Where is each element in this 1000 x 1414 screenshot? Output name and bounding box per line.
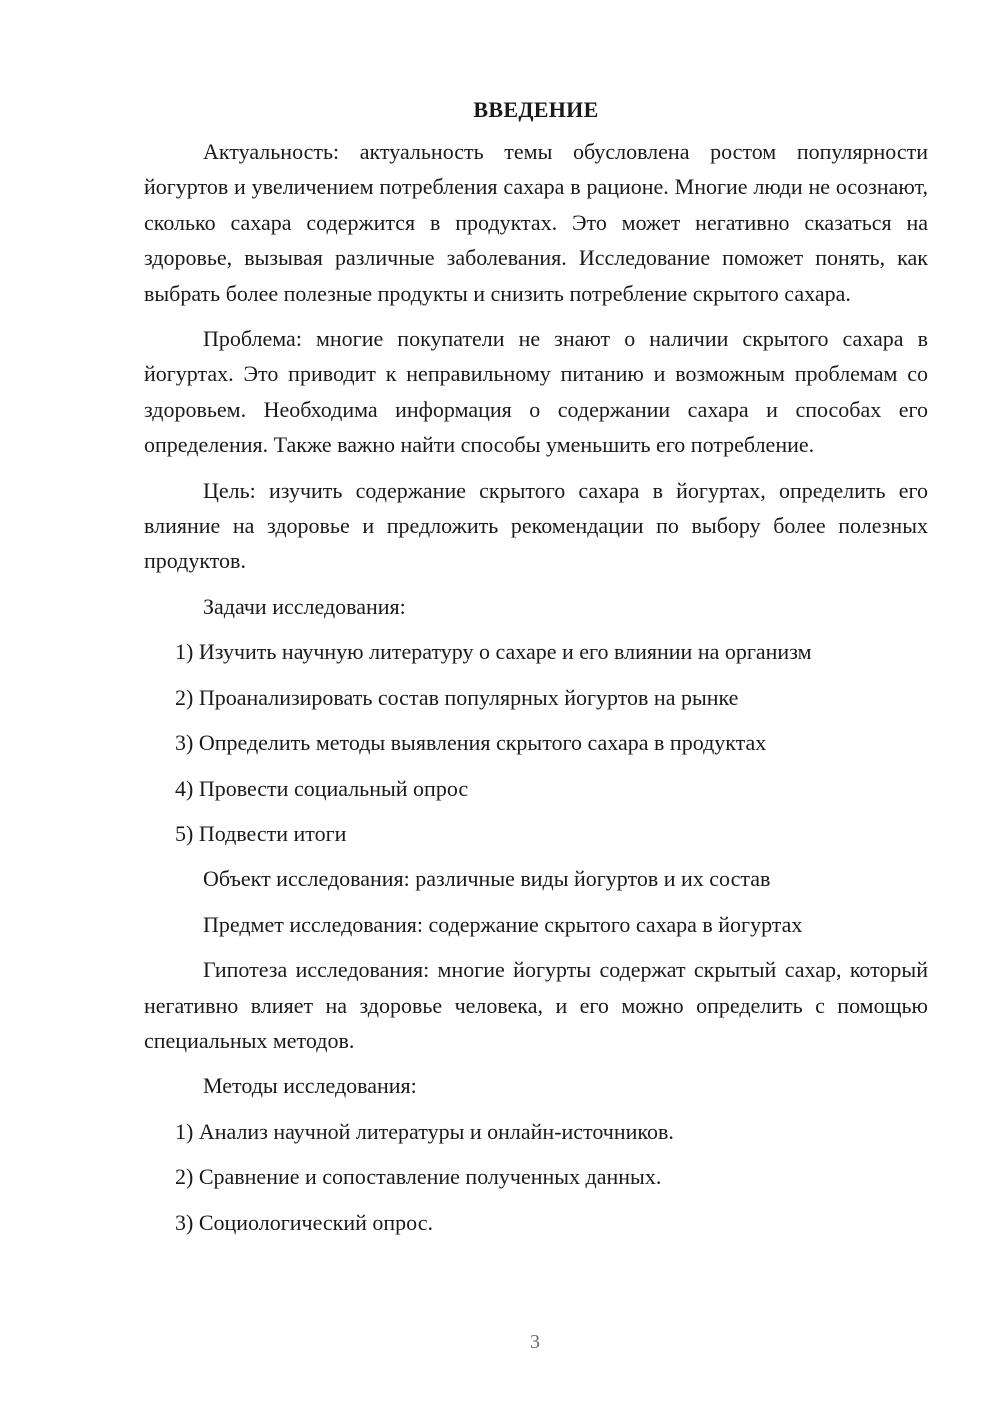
goal-paragraph: Цель: изучить содержание скрытого сахара в йогуртах, определить его влияние на здоровье и предложить рекомендации по выбору более полезных продуктов. (144, 477, 928, 574)
problem-paragraph: Проблема: многие покупатели не знают о наличии скрытого сахара в йогуртах. Это приводит к неправильному питанию и возможным проблемам со здоровьем. Необходима информация о содержании сахара и способах его определения. Также важно найти способы уменьшить его потребление. (144, 326, 928, 458)
section-title: ВВЕДЕНИЕ (473, 97, 599, 122)
hypothesis-paragraph: Гипотеза исследования: многие йогурты содержат скрытый сахар, который негативно влияет на здоровье человека, и его можно определить с помощью специальных методов. (144, 957, 928, 1053)
subject-paragraph: Предмет исследования: содержание скрытого сахара в йогуртах (203, 911, 803, 937)
methods-list (144, 1114, 928, 1240)
document-page (144, 92, 928, 1250)
method-item: 1) Анализ научной литературы и онлайн-источников. (175, 1118, 674, 1144)
relevance-paragraph: Актуальность: актуальность темы обусловлена ростом популярности йогуртов и увеличением потребления сахара в рационе. Многие люди не осознают, сколько сахара содержится в продуктах. Это может негативно сказаться на здоровье, вызывая различные заболевания. Исследование поможет понять, как выбрать более полезные продукты и снизить потребление скрытого сахара. (144, 139, 928, 306)
task-item: 2) Проанализировать состав популярных йогуртов на рынке (175, 684, 739, 710)
tasks-heading: Задачи исследования: (203, 593, 406, 619)
methods-heading: Методы исследования: (203, 1073, 417, 1099)
task-item: 3) Определить методы выявления скрытого сахара в продуктах (175, 730, 767, 756)
task-item: 4) Провести социальный опрос (175, 775, 469, 801)
page-number: 3 (530, 1331, 540, 1353)
object-paragraph: Объект исследования: различные виды йогуртов и их состав (203, 866, 771, 892)
method-item: 3) Социологический опрос. (175, 1209, 433, 1235)
method-item: 2) Сравнение и сопоставление полученных данных. (175, 1164, 662, 1190)
tasks-list (144, 634, 928, 851)
task-item: 5) Подвести итоги (175, 820, 347, 846)
task-item: 1) Изучить научную литературу о сахаре и его влиянии на организм (175, 639, 812, 665)
